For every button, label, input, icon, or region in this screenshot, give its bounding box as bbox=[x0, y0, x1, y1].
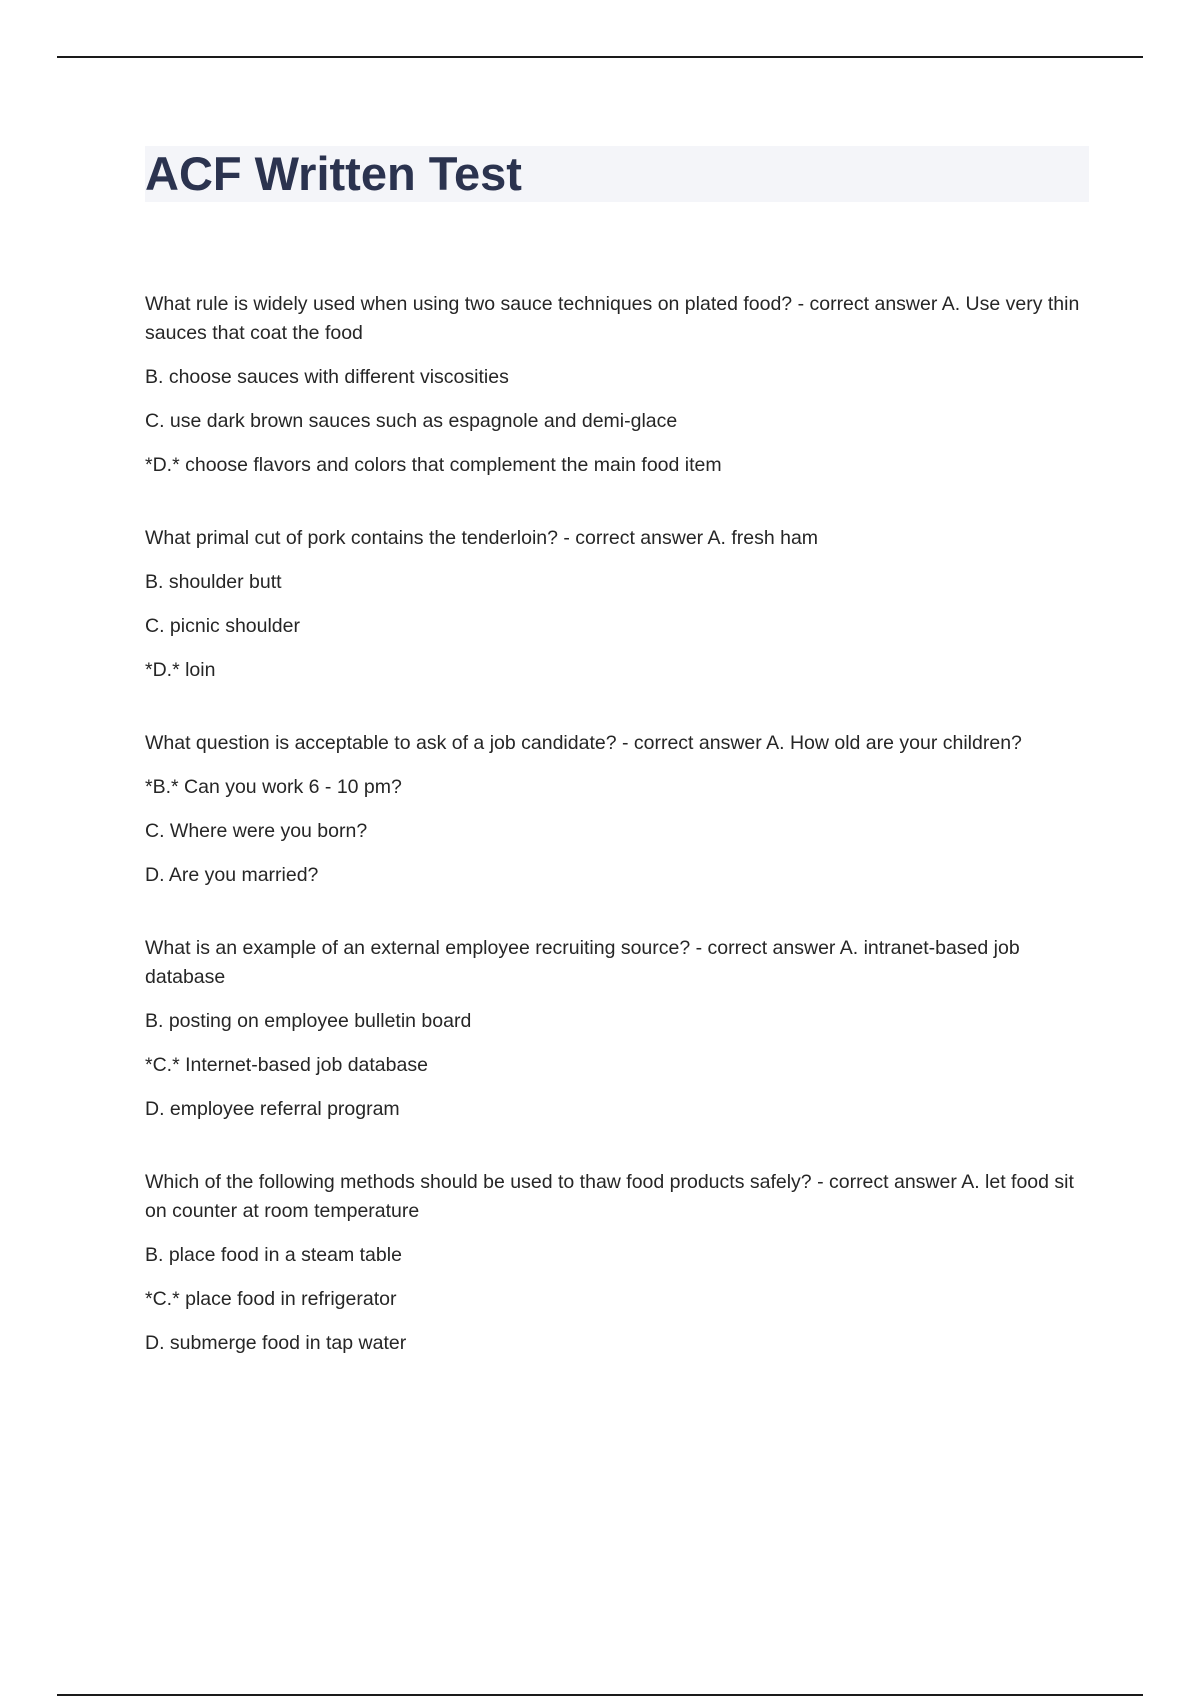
question-text: Which of the following methods should be used to thaw food products safely? - correct answer A. let food sit on counter at room temperature bbox=[145, 1171, 1074, 1222]
question-text: What rule is widely used when using two sauce techniques on plated food? - correct answer A. Use very thin sauces that coat the food bbox=[145, 293, 1080, 344]
footer-rule bbox=[57, 1694, 1143, 1696]
question-block-4 bbox=[145, 934, 1085, 1124]
answer-option: D. employee referral program bbox=[145, 1098, 400, 1120]
answer-option: B. place food in a steam table bbox=[145, 1244, 402, 1266]
question-block-2 bbox=[145, 524, 1085, 685]
answer-option: *C.* place food in refrigerator bbox=[145, 1288, 397, 1310]
answer-option: C. picnic shoulder bbox=[145, 615, 300, 637]
question-text: What is an example of an external employee recruiting source? - correct answer A. intranet-based job database bbox=[145, 937, 1020, 988]
document-title: ACF Written Test bbox=[145, 147, 522, 200]
answer-option: D. submerge food in tap water bbox=[145, 1332, 407, 1354]
answer-option: *C.* Internet-based job database bbox=[145, 1054, 428, 1076]
answer-option: B. posting on employee bulletin board bbox=[145, 1010, 472, 1032]
answer-option: B. shoulder butt bbox=[145, 571, 282, 593]
question-block-5 bbox=[145, 1168, 1085, 1358]
answer-option: *D.* loin bbox=[145, 659, 216, 681]
answer-option: D. Are you married? bbox=[145, 864, 319, 886]
question-block-3 bbox=[145, 729, 1085, 890]
answer-option: *D.* choose flavors and colors that complement the main food item bbox=[145, 454, 722, 476]
question-block-1 bbox=[145, 290, 1085, 480]
answer-option: C. Where were you born? bbox=[145, 820, 368, 842]
question-text: What primal cut of pork contains the tenderloin? - correct answer A. fresh ham bbox=[145, 527, 819, 549]
answer-option: B. choose sauces with different viscosities bbox=[145, 366, 509, 388]
answer-option: C. use dark brown sauces such as espagnole and demi-glace bbox=[145, 410, 678, 432]
answer-option: *B.* Can you work 6 - 10 pm? bbox=[145, 776, 402, 798]
header-rule bbox=[57, 56, 1143, 58]
question-text: What question is acceptable to ask of a job candidate? - correct answer A. How old are your children? bbox=[145, 732, 1022, 754]
question-list bbox=[145, 290, 1085, 1402]
